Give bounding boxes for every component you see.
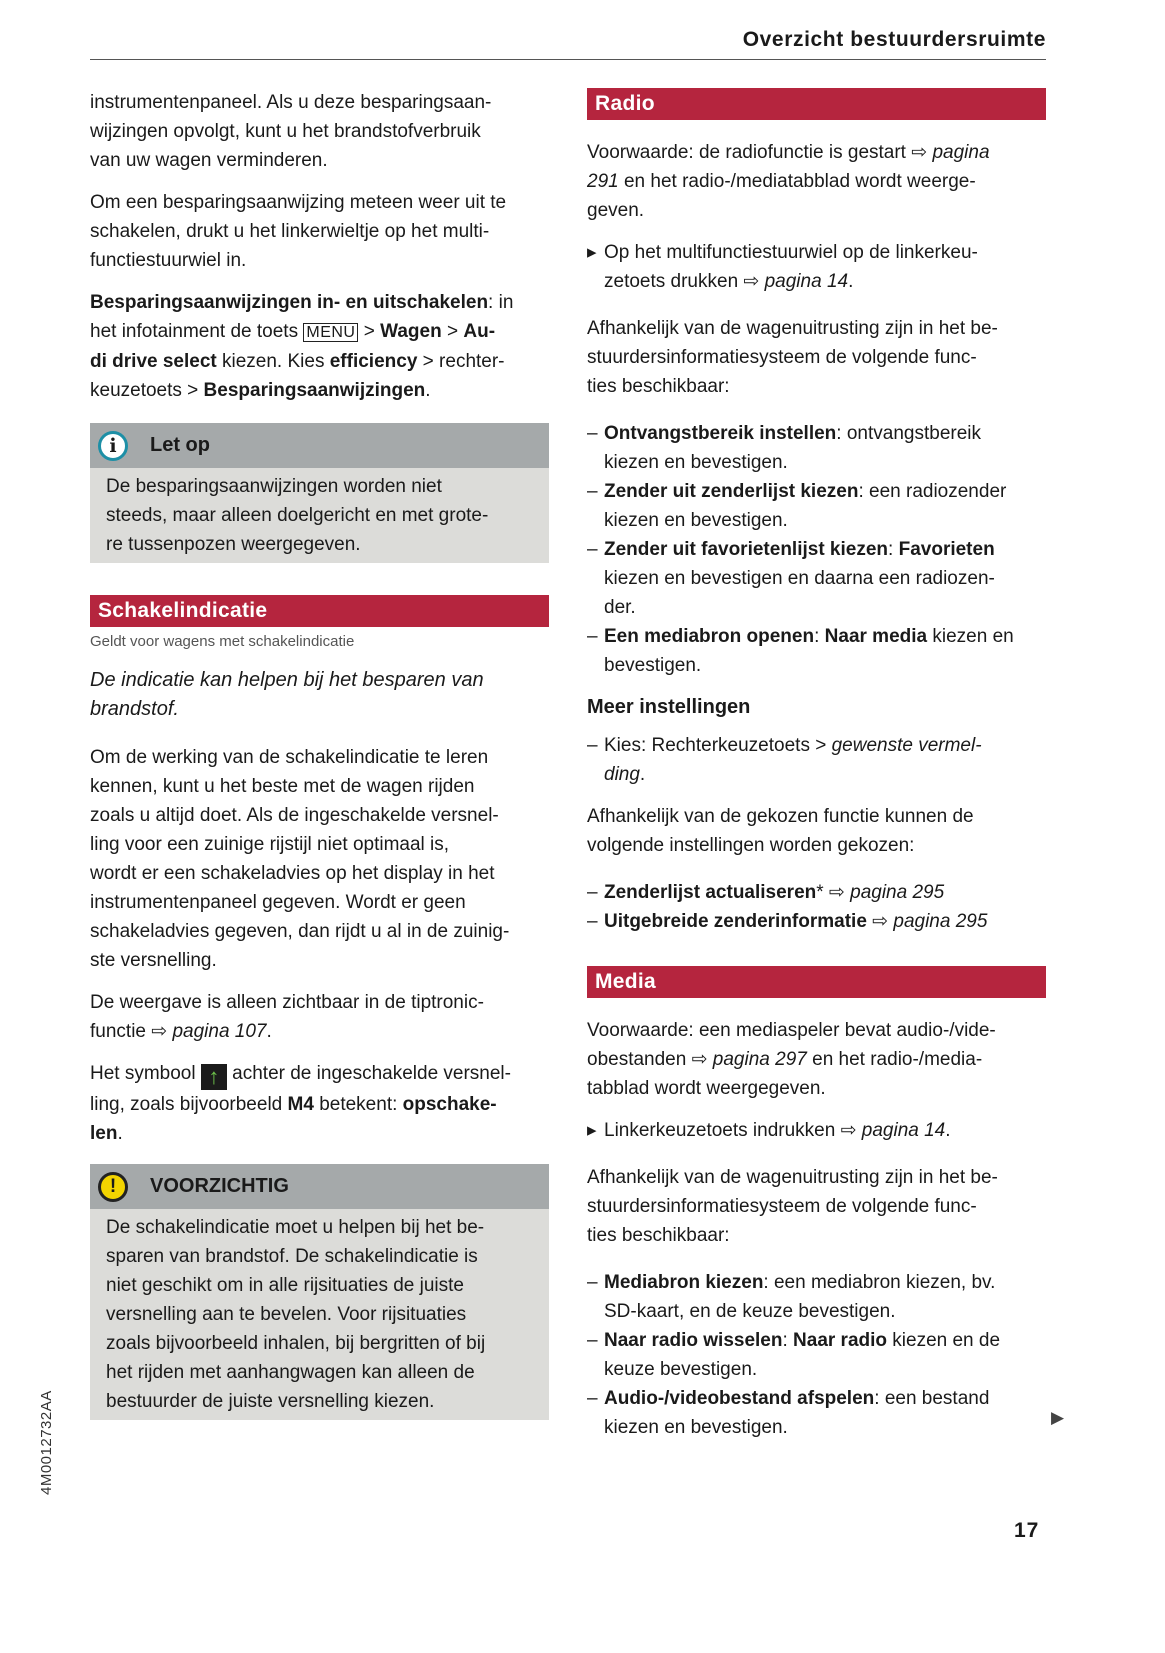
text-run: De weergave is alleen zichtbaar in de tiptronic- functie ⇨	[90, 992, 484, 1042]
bold-text: Audio-/videobestand afspelen	[604, 1388, 875, 1409]
bold-text: Zenderlijst actualiseren	[604, 882, 817, 903]
list-item	[587, 878, 1046, 907]
text-run: kiezen en bevestigen en daarna een radiozen- der.	[604, 568, 995, 618]
bold-text: Favorieten	[898, 539, 995, 560]
page-reference: pagina 14	[764, 271, 849, 292]
upshift-arrow-icon: ↑	[201, 1064, 227, 1090]
bold-text: Besparingsaanwijzingen in- en uitschakelen	[90, 292, 489, 313]
dash-marker: –	[587, 735, 598, 756]
list-item	[587, 535, 1046, 622]
bold-text: Naar media	[824, 626, 928, 647]
page-reference: pagina 291	[587, 142, 990, 192]
list-item	[587, 477, 1046, 535]
bold-text: Naar radio	[793, 1330, 888, 1351]
section-heading: Media	[587, 966, 1046, 998]
settings-list	[587, 878, 1046, 936]
text-run: Om de werking van de schakelindicatie te leren kennen, kunt u het beste met de wagen rijden zoals u altijd doet. Als de ingeschakelde versnel- ling voor een zuinige rijstijl niet optimaal is, wordt er een schakeladvies op het display in het instrumentenpaneel gegeven. Wordt er geen schakeladvies gegeven, dan rijdt u al in de zuinig- ste versnelling.	[90, 747, 510, 971]
list-item	[587, 907, 1046, 936]
dash-marker: –	[587, 1330, 598, 1351]
note-header	[90, 423, 549, 468]
list-item	[587, 419, 1046, 477]
warning-icon: !	[98, 1172, 128, 1202]
dash-marker: –	[587, 626, 598, 647]
bold-text: Mediabron kiezen	[604, 1272, 764, 1293]
dash-marker: –	[587, 423, 598, 444]
text-run: .	[639, 764, 646, 785]
section-heading: Schakelindicatie	[90, 595, 549, 627]
bold-text: Zender uit favorietenlijst kiezen	[604, 539, 889, 560]
note-body: De besparingsaanwijzingen worden niet steeds, maar alleen doelgericht en met grote- re tussenpozen weergegeven.	[106, 476, 489, 555]
list-item	[587, 622, 1046, 680]
bold-text: Besparingsaanwijzingen	[203, 380, 426, 401]
text-run: : een mediabron kiezen, bv. SD-kaart, en de keuze bevestigen.	[604, 1272, 996, 1322]
step-marker-icon: ▸	[587, 242, 597, 263]
text-run: : een bestand kiezen en bevestigen.	[604, 1388, 990, 1438]
paragraph	[587, 314, 1046, 401]
bold-text: efficiency	[329, 351, 418, 372]
item-text	[604, 735, 982, 785]
text-run: * ⇨	[816, 882, 851, 903]
step-text	[604, 1120, 951, 1141]
note-box	[90, 423, 549, 563]
info-icon: i	[98, 431, 128, 461]
text-run: Voorwaarde: een mediaspeler bevat audio-/vide- obestanden ⇨	[587, 1020, 996, 1070]
text-run: Op het multifunctiestuurwiel op de linkerkeu- zetoets drukken ⇨	[604, 242, 978, 292]
text-run: kiezen en de keuze bevestigen.	[604, 1330, 1001, 1380]
step-text	[604, 242, 978, 292]
running-header: Overzicht bestuurdersruimte	[742, 28, 1046, 51]
text-run: .	[848, 271, 854, 292]
text-run: : in het infotainment de toets	[90, 292, 514, 342]
text-run: kiezen. Kies	[216, 351, 330, 372]
section-intro: De indicatie kan helpen bij het besparen van brandstof.	[90, 669, 484, 720]
warning-body: De schakelindicatie moet u helpen bij het be- sparen van brandstof. De schakelindicatie is niet geschikt om in alle rijsituaties de juiste versnelling aan te bevelen. Voor rijsituaties zoals bijvoorbeeld inhalen, bij bergritten of bij het rijden met aanhangwagen kan alleen de bestuurder de juiste versnelling kiezen.	[106, 1217, 486, 1412]
list-item	[587, 731, 1046, 789]
paragraph	[90, 988, 549, 1046]
radio-function-list	[587, 419, 1046, 680]
text-run: kiezen en bevestigen.	[604, 626, 1014, 676]
text-run: Kies: Rechterkeuzetoets >	[604, 735, 832, 756]
text-run: Voorwaarde: de radiofunctie is gestart ⇨	[587, 142, 933, 163]
paragraph	[90, 88, 549, 175]
item-text	[604, 911, 987, 932]
page-reference: pagina 295	[850, 882, 945, 903]
paragraph	[587, 1163, 1046, 1250]
text-run: : een radiozender kiezen en bevestigen.	[604, 481, 1007, 531]
page-reference: pagina 297	[712, 1049, 807, 1070]
step	[587, 1116, 1046, 1145]
step-marker-icon: ▸	[587, 1120, 597, 1141]
text-run: achter de ingeschakelde versnel- ling, zoals bijvoorbeeld	[90, 1063, 511, 1115]
page-reference: pagina 295	[893, 911, 988, 932]
warning-header	[90, 1164, 549, 1209]
item-text	[604, 481, 1006, 531]
paragraph	[587, 802, 1046, 860]
item-text	[604, 539, 995, 618]
text-run: :	[888, 539, 899, 560]
text-run: en het radio-/mediatabblad wordt weerge- geven.	[587, 171, 976, 221]
page-reference: gewenste vermel- ding	[604, 735, 982, 785]
text-run: >	[358, 321, 381, 342]
dash-marker: –	[587, 911, 598, 932]
text-run: : ontvangstbereik kiezen en bevestigen.	[604, 423, 981, 473]
subheading: Meer instellingen	[587, 696, 751, 718]
item-text	[604, 1388, 989, 1438]
paragraph	[90, 288, 549, 405]
bold-text: M4	[287, 1094, 314, 1115]
text-run: .	[425, 380, 431, 401]
dash-marker: –	[587, 539, 598, 560]
page-reference: pagina 14	[861, 1120, 946, 1141]
document-code: 4M0012732AA	[38, 1390, 55, 1495]
text-run: betekent:	[313, 1094, 403, 1115]
dash-marker: –	[587, 1388, 598, 1409]
paragraph	[90, 1059, 549, 1148]
text-run: .	[117, 1123, 123, 1144]
bold-text: Au- di drive select	[90, 321, 496, 372]
item-text	[604, 882, 944, 903]
bold-text: opschake- len	[90, 1094, 497, 1144]
page-number: 17	[1014, 1519, 1040, 1542]
bold-text: Naar radio wisselen	[604, 1330, 783, 1351]
note-title: Let op	[150, 434, 210, 456]
paragraph	[587, 1016, 1046, 1103]
menu-key-label: MENU	[303, 323, 358, 342]
section-heading: Radio	[587, 88, 1046, 120]
paragraph	[90, 188, 549, 275]
text-run: Afhankelijk van de wagenuitrusting zijn in het be- stuurdersinformatiesysteem de volgende func- ties beschikbaar:	[587, 1167, 998, 1246]
bold-text: Een mediabron openen	[604, 626, 815, 647]
text-run: :	[782, 1330, 794, 1351]
section-subtitle: Geldt voor wagens met schakelindicatie	[90, 633, 355, 650]
text-run: Het symbool	[90, 1063, 201, 1084]
item-text	[604, 423, 981, 473]
bold-text: Wagen	[380, 321, 442, 342]
list-item	[587, 1384, 1046, 1442]
media-function-list	[587, 1268, 1046, 1442]
header-rule	[90, 59, 1046, 60]
left-column	[90, 88, 549, 1420]
paragraph	[90, 743, 549, 975]
text-run: .	[945, 1120, 951, 1141]
text-run: :	[814, 626, 825, 647]
text-run: Afhankelijk van de gekozen functie kunnen de volgende instellingen worden gekozen:	[587, 806, 974, 856]
list-item	[587, 1268, 1046, 1326]
step	[587, 238, 1046, 296]
text-run: ⇨	[866, 911, 894, 932]
item-text	[604, 1272, 995, 1322]
text-run: en het radio-/media- tabblad wordt weergegeven.	[587, 1049, 983, 1099]
text-run: instrumentenpaneel. Als u deze besparingsaan- wijzingen opvolgt, kunt u het brandstofverbruik van uw wagen verminderen.	[90, 92, 492, 171]
text-run: .	[266, 1021, 272, 1042]
dash-marker: –	[587, 1272, 598, 1293]
dash-marker: –	[587, 882, 598, 903]
page-reference: pagina 107	[172, 1021, 267, 1042]
bold-text: Zender uit zenderlijst kiezen	[604, 481, 859, 502]
paragraph	[587, 138, 1046, 225]
bold-text: Ontvangstbereik instellen	[604, 423, 837, 444]
text-run: Afhankelijk van de wagenuitrusting zijn in het be- stuurdersinformatiesysteem de volgende func- ties beschikbaar:	[587, 318, 998, 397]
text-run: > rechter- keuzetoets >	[90, 351, 505, 401]
warning-box	[90, 1164, 549, 1420]
item-text	[604, 1330, 1000, 1380]
text-run: >	[441, 321, 464, 342]
list-item	[587, 1326, 1046, 1384]
warning-title: VOORZICHTIG	[150, 1175, 289, 1197]
text-run: Om een besparingsaanwijzing meteen weer uit te schakelen, drukt u het linkerwieltje op het multi- functiestuurwiel in.	[90, 192, 507, 271]
text-run: Linkerkeuzetoets indrukken ⇨	[604, 1120, 862, 1141]
triangle-right-icon: ▶	[1051, 1408, 1065, 1427]
item-text	[604, 626, 1014, 676]
right-column	[587, 88, 1046, 1442]
bold-text: Uitgebreide zenderinformatie	[604, 911, 867, 932]
dash-marker: –	[587, 481, 598, 502]
